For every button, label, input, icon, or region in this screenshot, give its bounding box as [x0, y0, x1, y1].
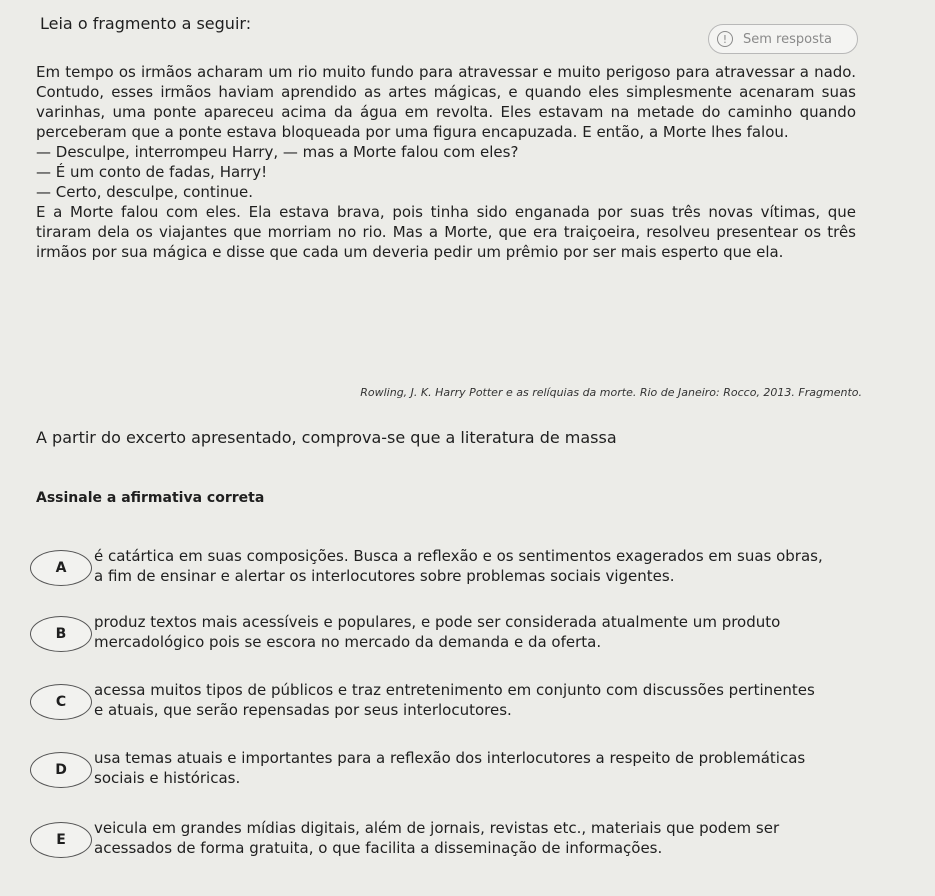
- passage-dialogue: — Certo, desculpe, continue.: [36, 183, 253, 201]
- prompt-intro: Leia o fragmento a seguir:: [40, 14, 252, 33]
- option-d[interactable]: [30, 748, 830, 808]
- info-icon: !: [717, 31, 733, 47]
- option-text-d[interactable]: usa temas atuais e importantes para a reflexão dos interlocutores a respeito de problemáticas sociais e históricas.: [94, 749, 806, 787]
- status-badge-label: Sem resposta: [743, 31, 832, 47]
- passage-dialogue: — Desculpe, interrompeu Harry, — mas a Morte falou com eles?: [36, 143, 519, 161]
- passage: [36, 62, 856, 262]
- option-a[interactable]: [30, 546, 830, 606]
- passage-dialogue: — É um conto de fadas, Harry!: [36, 163, 268, 181]
- passage-source: Rowling, J. K. Harry Potter e as relíquias da morte. Rio de Janeiro: Rocco, 2013. Fragmento.: [360, 386, 862, 399]
- option-text-c[interactable]: acessa muitos tipos de públicos e traz entretenimento em conjunto com discussões pertinentes e atuais, que serão repensadas por seus interlocutores.: [94, 681, 815, 719]
- question-stem: A partir do excerto apresentado, comprova-se que a literatura de massa: [36, 428, 617, 447]
- option-letter-d[interactable]: D: [30, 752, 92, 788]
- option-e[interactable]: [30, 818, 830, 878]
- option-letter-b[interactable]: B: [30, 616, 92, 652]
- option-text-e[interactable]: veicula em grandes mídias digitais, além de jornais, revistas etc., materiais que podem ser acessados de forma gratuita, o que facilita a disseminação de informações.: [94, 819, 780, 857]
- option-c[interactable]: [30, 680, 830, 740]
- option-letter-a[interactable]: A: [30, 550, 92, 586]
- option-text-b[interactable]: produz textos mais acessíveis e populares, e pode ser considerada atualmente um produto mercadológico pois se escora no mercado da demanda e da oferta.: [94, 613, 781, 651]
- passage-paragraph: E a Morte falou com eles. Ela estava brava, pois tinha sido enganada por suas três novas vítimas, que tiraram dela os viajantes que morriam no rio. Mas a Morte, que era traiçoeira, resolveu presentear os três irmãos por sua mágica e disse que cada um deveria pedir um prêmio por ser mais esperto que ela.: [36, 203, 856, 261]
- question-instruction: Assinale a afirmativa correta: [36, 490, 265, 506]
- option-b[interactable]: [30, 612, 830, 672]
- option-text-a[interactable]: é catártica em suas composições. Busca a reflexão e os sentimentos exagerados em suas obras, a fim de ensinar e alertar os interlocutores sobre problemas sociais vigentes.: [94, 547, 823, 585]
- option-letter-e[interactable]: E: [30, 822, 92, 858]
- option-letter-c[interactable]: C: [30, 684, 92, 720]
- passage-paragraph: Em tempo os irmãos acharam um rio muito fundo para atravessar e muito perigoso para atravessar a nado. Contudo, esses irmãos haviam aprendido as artes mágicas, e quando eles simplesmente acenaram suas varinhas, uma ponte apareceu acima da água em revolta. Eles estavam na metade do caminho quando perceberam que a ponte estava bloqueada por uma figura encapuzada. E então, a Morte lhes falou.: [36, 63, 856, 141]
- status-badge: [708, 24, 858, 54]
